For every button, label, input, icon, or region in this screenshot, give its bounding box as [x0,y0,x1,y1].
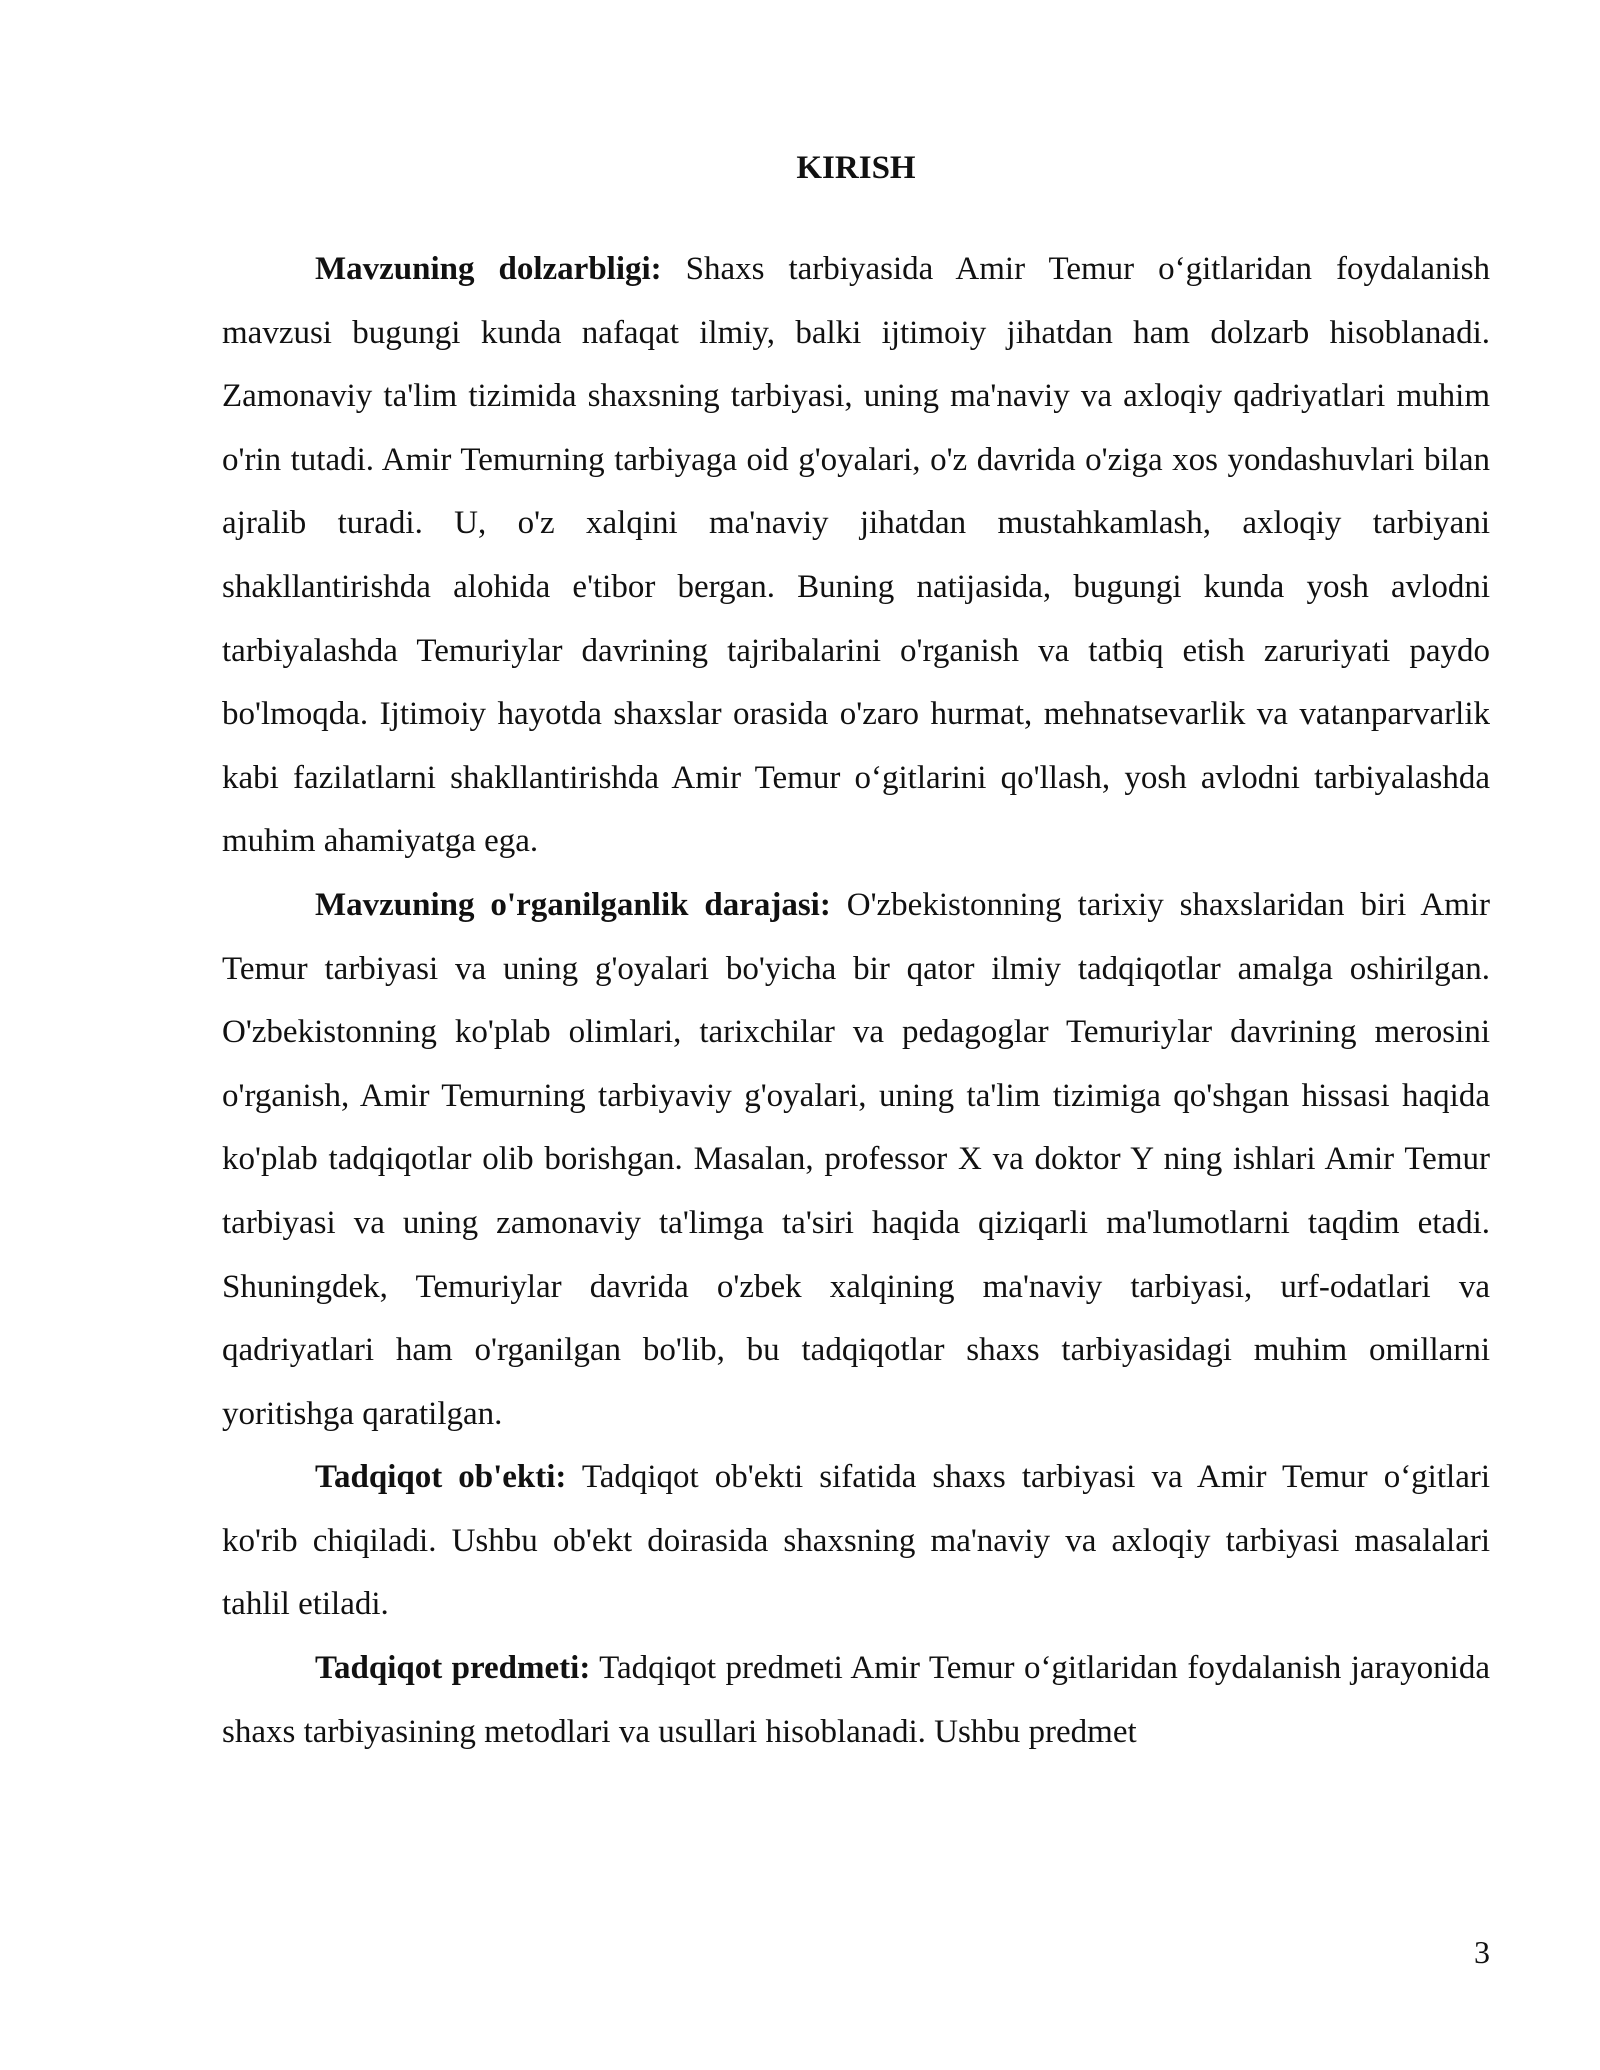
paragraph-text: O'zbekistonning tarixiy shaxslaridan biri Amir Temur tarbiyasi va uning g'oyalari bo'yicha bir qator ilmiy tadqiqotlar amalga oshirilgan. O'zbekistonning ko'plab olimlari, tarixchilar va pedagoglar Temuriylar davrining merosini o'rganish, Amir Temurning tarbiyaviy g'oyalari, uning ta'lim tizimiga qo'shgan hissasi haqida ko'plab tadqiqotlar olib borishgan. Masalan, professor X va doktor Y ning ishlari Amir Temur tarbiyasi va uning zamonaviy ta'limga ta'siri haqida qiziqarli ma'lumotlarni taqdim etadi. Shuningdek, Temuriylar davrida o'zbek xalqining ma'naviy tarbiyasi, urf-odatlari va qadriyatlari ham o'rganilgan bo'lib, bu tadqiqotlar shaxs tarbiyasidagi muhim omillarni yoritishga qaratilgan. [222,886,1490,1432]
paragraph-research-subject [222,1637,1490,1764]
paragraph-text: Tadqiqot predmeti Amir Temur o‘gitlaridan foydalanish jarayonida shaxs tarbiyasining metodlari va usullari hisoblanadi. Ushbu predmet [222,1650,1490,1750]
paragraph-label: Tadqiqot ob'ekti: [315,1459,567,1496]
paragraph-research-object [222,1446,1490,1637]
page-content [222,146,1490,1764]
paragraph-text: Tadqiqot ob'ekti sifatida shaxs tarbiyasi va Amir Temur o‘gitlari ko'rib chiqiladi. Ushbu ob'ekt doirasida shaxsning ma'naviy va axloqiy tarbiyasi masalalari tahlil etiladi. [222,1459,1490,1623]
paragraph-label: Tadqiqot predmeti: [315,1650,591,1687]
page-title: KIRISH [796,150,916,186]
paragraph-text: Shaxs tarbiyasida Amir Temur o‘gitlaridan foydalanish mavzusi bugungi kunda nafaqat ilmiy, balki ijtimoiy jihatdan ham dolzarb hisoblanadi. Zamonaviy ta'lim tizimida shaxsning tarbiyasi, uning ma'naviy va axloqiy qadriyatlari muhim o'rin tutadi. Amir Temurning tarbiyaga oid g'oyalari, o'z davrida o'ziga xos yondashuvlari bilan ajralib turadi. U, o'z xalqini ma'naviy jihatdan mustahkamlash, axloqiy tarbiyani shakllantirishda alohida e'tibor bergan. Buning natijasida, bugungi kunda yosh avlodni tarbiyalashda Temuriylar davrining tajribalarini o'rganish va tatbiq etish zaruriyati paydo bo'lmoqda. Ijtimoiy hayotda shaxslar orasida o'zaro hurmat, mehnatsevarlik va vatanparvarlik kabi fazilatlarni shakllantirishda Amir Temur o‘gitlarini qo'llash, yosh avlodni tarbiyalashda muhim ahamiyatga ega. [222,251,1490,860]
paragraph-label: Mavzuning o'rganilganlik darajasi: [315,886,831,923]
paragraph-relevance [222,238,1490,874]
paragraph-label: Mavzuning dolzarbligi: [315,251,662,287]
page-number: 3 [1474,1934,1490,1970]
paragraph-study-level [222,874,1490,1446]
